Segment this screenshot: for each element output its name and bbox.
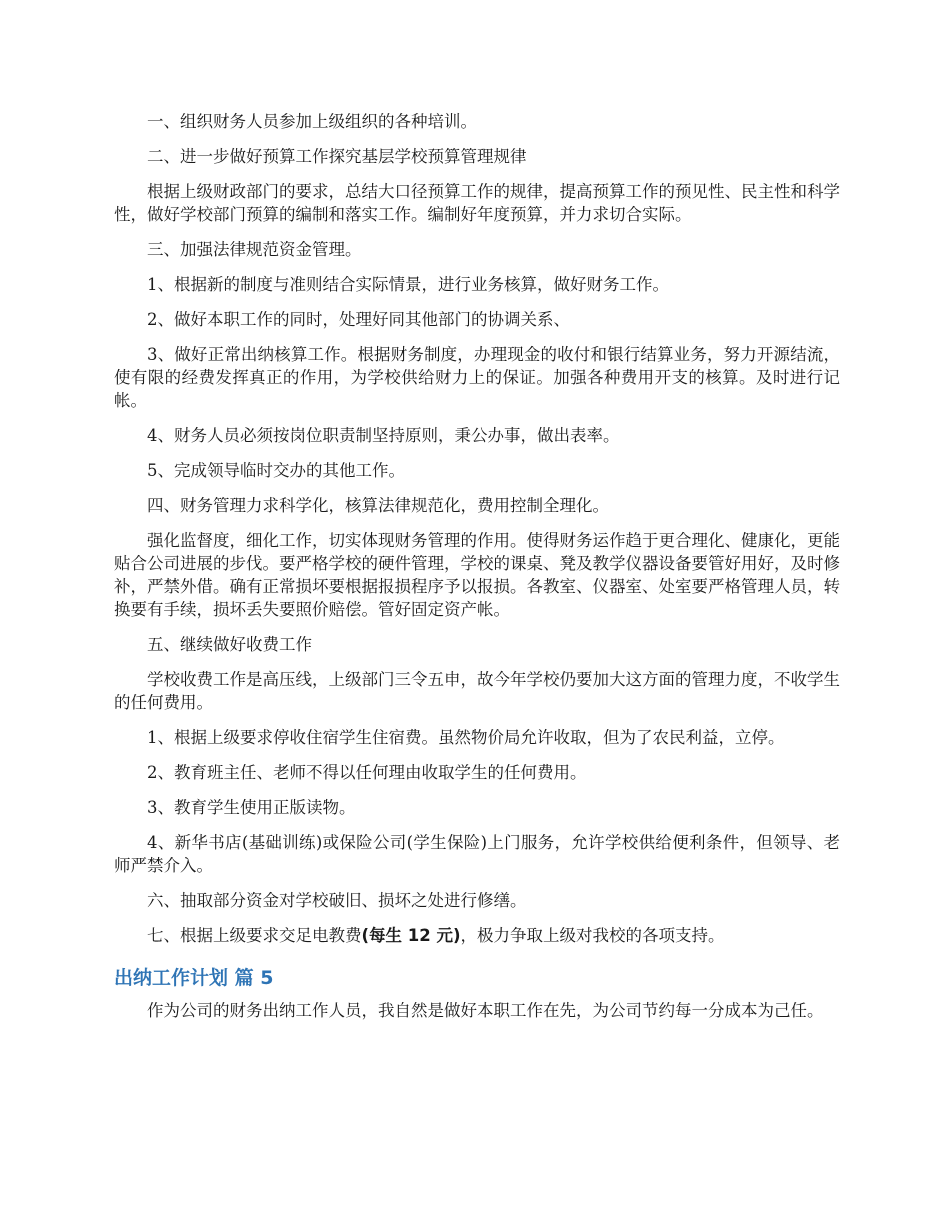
paragraph-18: 六、抽取部分资金对学校破旧、损坏之处进行修缮。 bbox=[147, 891, 527, 910]
paragraph-5: 1、根据新的制度与准则结合实际情景，进行业务核算，做好财务工作。 bbox=[147, 275, 669, 294]
paragraph-closing: 作为公司的财务出纳工作人员，我自然是做好本职工作在先，为公司节约每一分成本为己任。 bbox=[147, 1001, 824, 1020]
paragraph-1: 一、组织财务人员参加上级组织的各种培训。 bbox=[147, 112, 477, 131]
paragraph-8: 4、财务人员必须按岗位职责制坚持原则，秉公办事，做出表率。 bbox=[147, 426, 620, 445]
paragraph-7: 3、做好正常出纳核算工作。根据财务制度，办理现金的收付和银行结算业务，努力开源结流，使有限的经费发挥真正的作用，为学校供给财力上的保证。加强各种费用开支的核算。及时进行记帐。 bbox=[114, 345, 840, 410]
paragraph-16: 3、教育学生使用正版读物。 bbox=[147, 798, 356, 817]
paragraph-12: 五、继续做好收费工作 bbox=[147, 635, 312, 654]
fee-text-before: 七、根据上级要求交足电教费 bbox=[147, 926, 362, 945]
paragraph-4: 三、加强法律规范资金管理。 bbox=[147, 240, 362, 259]
paragraph-10: 四、财务管理力求科学化，核算法律规范化，费用控制全理化。 bbox=[147, 496, 609, 515]
paragraph-2: 二、进一步做好预算工作探究基层学校预算管理规律 bbox=[147, 147, 527, 166]
paragraph-6: 2、做好本职工作的同时，处理好同其他部门的协调关系、 bbox=[147, 310, 570, 329]
paragraph-13: 学校收费工作是高压线，上级部门三令五申，故今年学校仍要加大这方面的管理力度，不收学生的任何费用。 bbox=[114, 670, 840, 712]
section-heading: 出纳工作计划 篇 5 bbox=[114, 967, 274, 989]
fee-text-after: ，极力争取上级对我校的各项支持。 bbox=[460, 926, 725, 945]
paragraph-15: 2、教育班主任、老师不得以任何理由收取学生的任何费用。 bbox=[147, 763, 587, 782]
fee-amount: (每生 12 元) bbox=[361, 926, 461, 945]
document-page bbox=[114, 110, 840, 1022]
paragraph-11: 强化监督度，细化工作，切实体现财务管理的作用。使得财务运作趋于更合理化、健康化，更能贴合公司进展的步伐。要严格学校的硬件管理，学校的课桌、凳及教学仪器设备要管好用好，及时修补，严禁外借。确有正常损坏要根据报损程序予以报损。各教室、仪器室、处室要严格管理人员，转换要有手续，损坏丢失要照价赔偿。管好固定资产帐。 bbox=[114, 531, 840, 619]
paragraph-17: 4、新华书店(基础训练)或保险公司(学生保险)上门服务，允许学校供给便利条件，但领导、老师严禁介入。 bbox=[114, 833, 840, 875]
paragraph-fee bbox=[114, 924, 840, 947]
paragraph-14: 1、根据上级要求停收住宿学生住宿费。虽然物价局允许收取，但为了农民利益，立停。 bbox=[147, 728, 785, 747]
paragraph-9: 5、完成领导临时交办的其他工作。 bbox=[147, 461, 405, 480]
paragraph-3: 根据上级财政部门的要求，总结大口径预算工作的规律，提高预算工作的预见性、民主性和科学性，做好学校部门预算的编制和落实工作。编制好年度预算，并力求切合实际。 bbox=[114, 182, 840, 224]
